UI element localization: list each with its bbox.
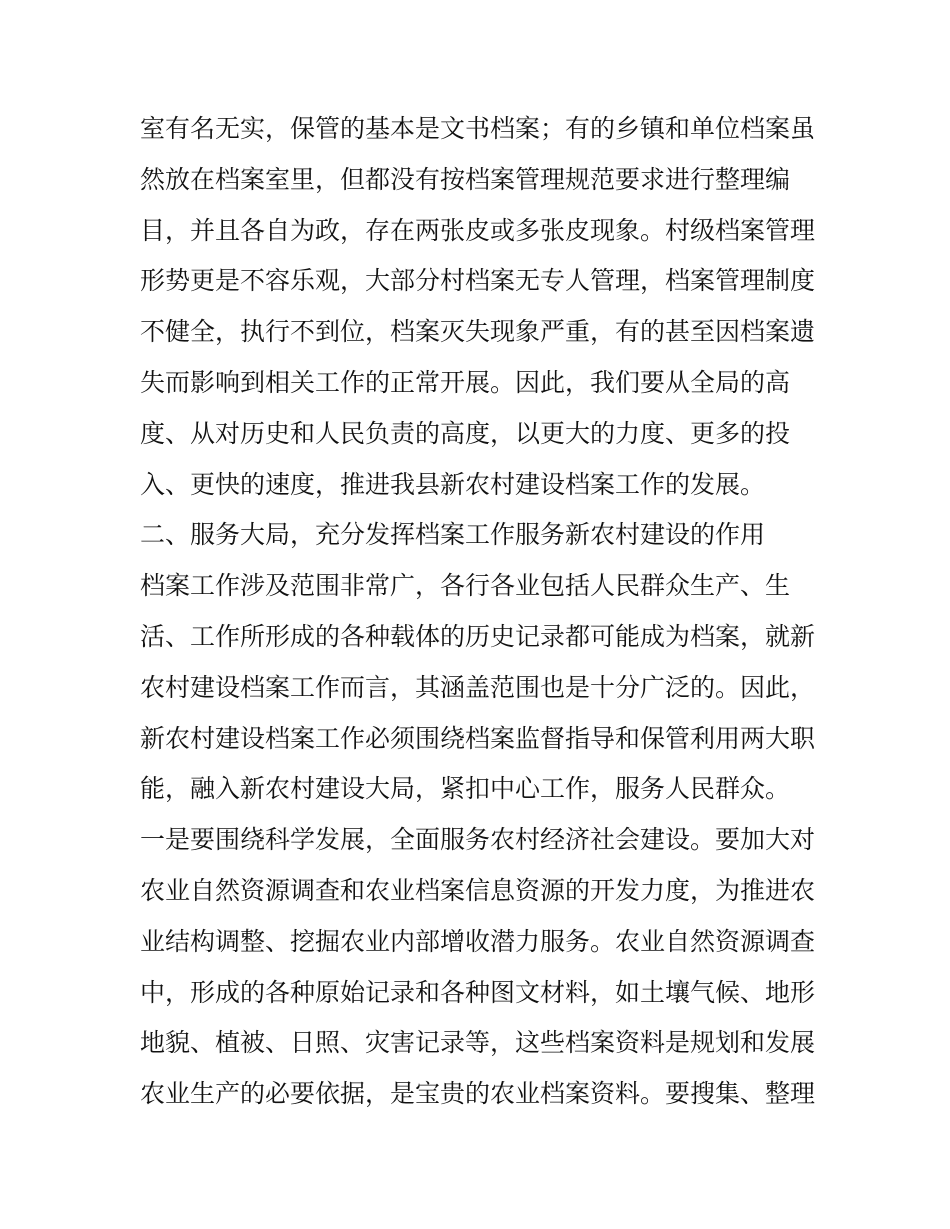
text-line: 农村建设档案工作而言，其涵盖范围也是十分广泛的。因此， <box>140 672 816 702</box>
body-text <box>140 104 820 1120</box>
text-line: 农业生产的必要依据，是宝贵的农业档案资料。要搜集、整理 <box>140 1079 816 1109</box>
text-line: 失而影响到相关工作的正常开展。因此，我们要从全局的高 <box>140 367 791 397</box>
text-line: 新农村建设档案工作必须围绕档案监督指导和保管利用两大职 <box>140 723 816 753</box>
text-line: 档案工作涉及范围非常广，各行各业包括人民群众生产、生 <box>140 571 791 601</box>
text-line: 不健全，执行不到位，档案灭失现象严重，有的甚至因档案遗 <box>140 317 816 347</box>
text-line: 中，形成的各种原始记录和各种图文材料，如土壤气候、地形 <box>140 977 816 1007</box>
text-line: 入、更快的速度，推进我县新农村建设档案工作的发展。 <box>140 469 766 499</box>
text-line: 目，并且各自为政，存在两张皮或多张皮现象。村级档案管理 <box>140 215 816 245</box>
text-line: 活、工作所形成的各种载体的历史记录都可能成为档案，就新 <box>140 621 816 651</box>
text-line: 能，融入新农村建设大局，紧扣中心工作，服务人民群众。 <box>140 774 791 804</box>
text-line: 然放在档案室里，但都没有按档案管理规范要求进行整理编 <box>140 164 791 194</box>
text-line: 室有名无实，保管的基本是文书档案；有的乡镇和单位档案虽 <box>140 114 816 143</box>
text-line: 一是要围绕科学发展，全面服务农村经济社会建设。要加大对 <box>140 825 816 855</box>
section-heading: 二、服务大局，充分发挥档案工作服务新农村建设的作用 <box>140 520 766 550</box>
text-line: 度、从对历史和人民负责的高度，以更大的力度、更多的投 <box>140 418 791 448</box>
text-line: 地貌、植被、日照、灾害记录等，这些档案资料是规划和发展 <box>140 1028 816 1058</box>
text-line: 业结构调整、挖掘农业内部增收潜力服务。农业自然资源调查 <box>140 926 816 956</box>
text-line: 农业自然资源调查和农业档案信息资源的开发力度，为推进农 <box>140 875 816 905</box>
text-line: 形势更是不容乐观，大部分村档案无专人管理，档案管理制度 <box>140 266 816 296</box>
